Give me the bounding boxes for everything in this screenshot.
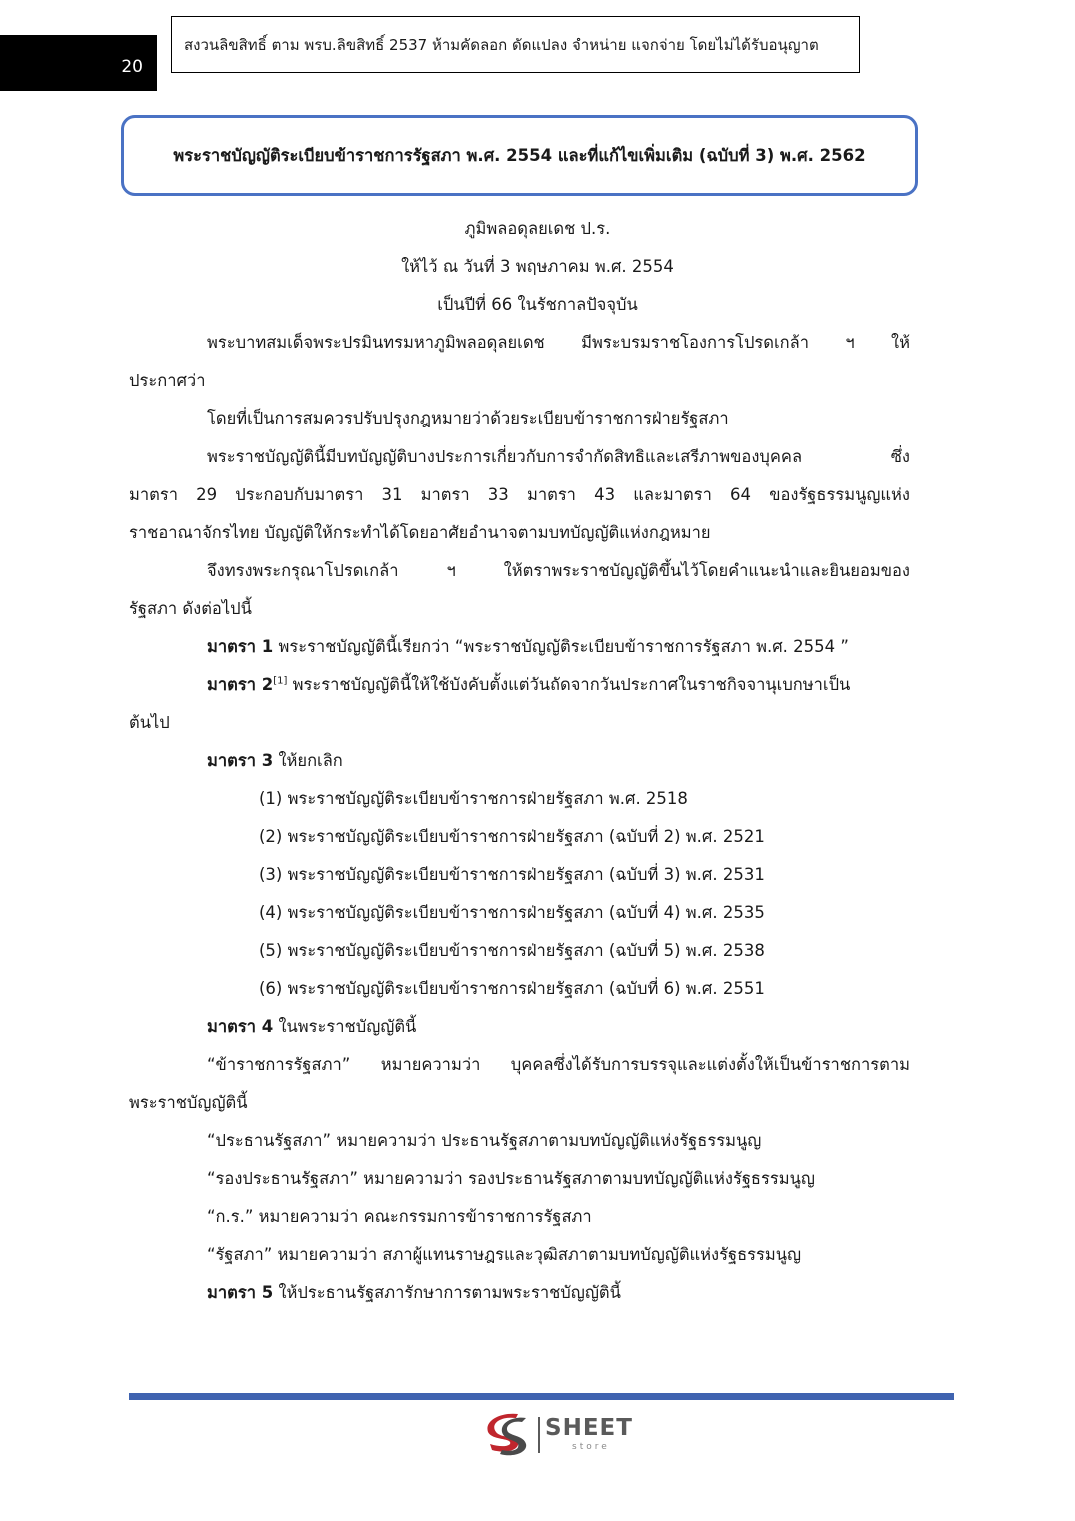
- section-text: ให้ยกเลิก: [278, 751, 343, 770]
- logo-divider: [538, 1417, 540, 1453]
- preamble-line: ประกาศว่า: [129, 371, 206, 390]
- document-title: [121, 115, 918, 196]
- list-item: (2) พระราชบัญญัติระเบียบข้าราชการฝ่ายรัฐสภา (ฉบับที่ 2) พ.ศ. 2521: [259, 827, 765, 846]
- definition: “ประธานรัฐสภา” หมายความว่า ประธานรัฐสภาตามบทบัญญัติแห่งรัฐธรรมนูญ: [207, 1131, 762, 1150]
- section-text: ในพระราชบัญญัตินี้: [278, 1017, 417, 1036]
- list-item: (6) พระราชบัญญัติระเบียบข้าราชการฝ่ายรัฐสภา (ฉบับที่ 6) พ.ศ. 2551: [259, 979, 765, 998]
- section-text: พระราชบัญญัตินี้ให้ใช้บังคับตั้งแต่วันถัดจากวันประกาศในราชกิจจานุเบกษาเป็น: [292, 675, 851, 694]
- list-item: (3) พระราชบัญญัติระเบียบข้าราชการฝ่ายรัฐสภา (ฉบับที่ 3) พ.ศ. 2531: [259, 865, 765, 884]
- preamble-line: พระบาทสมเด็จพระปรมินทรมหาภูมิพลอดุลยเดช มีพระบรมราชโองการโปรดเกล้า ฯ ให้: [207, 333, 910, 352]
- document-title-text: พระราชบัญญัติระเบียบข้าราชการรัฐสภา พ.ศ. 2554 และที่แก้ไขเพิ่มเติม (ฉบับที่ 3) พ.ศ. 2562: [173, 145, 866, 165]
- logo-text: SHEET: [545, 1415, 633, 1441]
- list-item: (4) พระราชบัญญัติระเบียบข้าราชการฝ่ายรัฐสภา (ฉบับที่ 4) พ.ศ. 2535: [259, 903, 765, 922]
- section-1: [207, 628, 849, 666]
- enactment-date: ให้ไว้ ณ วันที่ 3 พฤษภาคม พ.ศ. 2554: [401, 257, 674, 276]
- preamble-line: มาตรา 29 ประกอบกับมาตรา 31 มาตรา 33 มาตรา 43 และมาตรา 64 ของรัฐธรรมนูญแห่ง: [129, 485, 910, 504]
- section-4: [207, 1008, 416, 1046]
- page-number-box: [0, 35, 157, 91]
- section-label: มาตรา 5: [207, 1283, 274, 1302]
- definition: พระราชบัญญัตินี้: [129, 1093, 248, 1112]
- royal-signature: ภูมิพลอดุลยเดช ป.ร.: [464, 219, 611, 238]
- list-item: (5) พระราชบัญญัติระเบียบข้าราชการฝ่ายรัฐสภา (ฉบับที่ 5) พ.ศ. 2538: [259, 941, 765, 960]
- section-text: ต้นไป: [129, 713, 170, 732]
- definition: “รองประธานรัฐสภา” หมายความว่า รองประธานรัฐสภาตามบทบัญญัติแห่งรัฐธรรมนูญ: [207, 1169, 815, 1188]
- section-text: พระราชบัญญัตินี้เรียกว่า “พระราชบัญญัติระเบียบข้าราชการรัฐสภา พ.ศ. 2554 ”: [278, 637, 849, 656]
- list-item: (1) พระราชบัญญัติระเบียบข้าราชการฝ่ายรัฐสภา พ.ศ. 2518: [259, 789, 688, 808]
- preamble-line: ราชอาณาจักรไทย บัญญัติให้กระทำได้โดยอาศัยอำนาจตามบทบัญญัติแห่งกฎหมาย: [129, 523, 711, 542]
- preamble-line: พระราชบัญญัตินี้มีบทบัญญัติบางประการเกี่ยวกับการจำกัดสิทธิและเสรีภาพของบุคคล ซึ่ง: [207, 447, 910, 466]
- preamble-line: โดยที่เป็นการสมควรปรับปรุงกฎหมายว่าด้วยระเบียบข้าราชการฝ่ายรัฐสภา: [207, 409, 729, 428]
- year-of-reign: เป็นปีที่ 66 ในรัชกาลปัจจุบัน: [437, 295, 638, 314]
- section-text: ให้ประธานรัฐสภารักษาการตามพระราชบัญญัตินี้: [278, 1283, 621, 1302]
- definition: “ก.ร.” หมายความว่า คณะกรรมการข้าราชการรัฐสภา: [207, 1207, 592, 1226]
- definition: “รัฐสภา” หมายความว่า สภาผู้แทนราษฎรและวุฒิสภาตามบทบัญญัติแห่งรัฐธรรมนูญ: [207, 1245, 802, 1264]
- section-label: มาตรา 3: [207, 751, 274, 770]
- definition: “ข้าราชการรัฐสภา” หมายความว่า บุคคลซึ่งได้รับการบรรจุและแต่งตั้งให้เป็นข้าราชการตาม: [207, 1055, 910, 1074]
- section-label: มาตรา 2: [207, 675, 274, 694]
- footnote-ref[interactable]: [1]: [273, 675, 288, 687]
- section-label: มาตรา 4: [207, 1017, 274, 1036]
- preamble-line: จึงทรงพระกรุณาโปรดเกล้า ฯ ให้ตราพระราชบัญญัติขึ้นไว้โดยคำแนะนำและยินยอมของ: [207, 561, 910, 580]
- page-number: 20: [121, 57, 143, 77]
- section-5: [207, 1274, 621, 1312]
- section-3: [207, 742, 343, 780]
- preamble-line: รัฐสภา ดังต่อไปนี้: [129, 599, 252, 618]
- section-2: [207, 666, 910, 704]
- footer-rule: [129, 1393, 954, 1400]
- copyright-notice: สงวนลิขสิทธิ์ ตาม พรบ.ลิขสิทธิ์ 2537 ห้ามคัดลอก ดัดแปลง จำหน่าย แจกจ่าย โดยไม่ได้รับอนุญาต: [171, 16, 860, 73]
- logo-subtext: store: [572, 1442, 610, 1452]
- section-label: มาตรา 1: [207, 637, 274, 656]
